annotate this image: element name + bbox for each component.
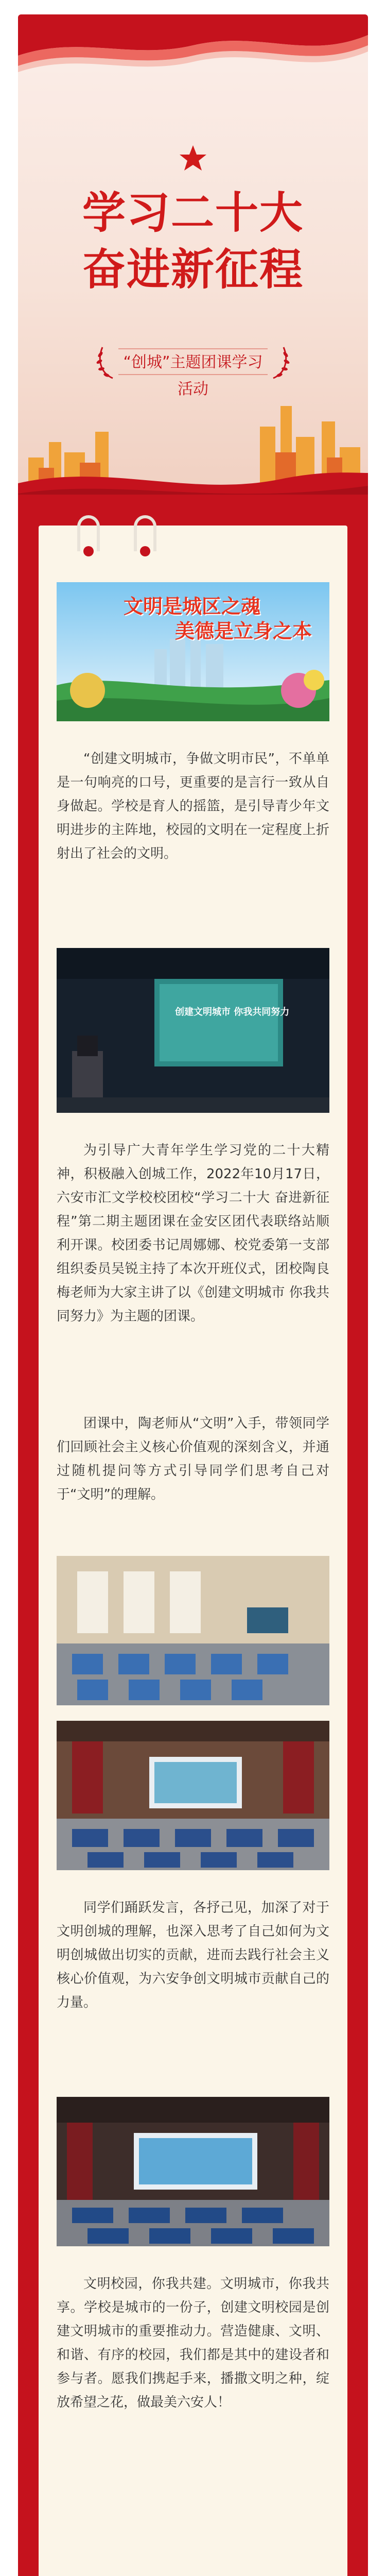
paragraph-1: “创建文明城市，争做文明市民”，不单单是一句响亮的口号，更重要的是言行一致从自身做起。学校是育人的摇篮，是引导青少年文明进步的主阵地，校园的文明在一定程度上折射出了社会的文明。 — [57, 751, 329, 861]
banner-line-1: 文明是城区之魂 — [124, 595, 261, 618]
binder-hole-right — [140, 546, 150, 556]
star-icon — [178, 143, 208, 174]
content-frame — [18, 495, 368, 2576]
stage-screen-text: 创建文明城市 你我共同努力 — [175, 1007, 290, 1018]
paragraph-2: 为引导广大青年学生学习党的二十大精神，积极融入创城工作，2022年10月17日，六安市汇文学校校团校“学习二十大 奋进新征程”第二期主题团课在金安区团代表联络站顺利开课。校团委书记周娜娜、校党委第一支部组织委员吴锐主持了本次开班仪式，团校陶良梅老师为大家主讲了以《创建文明城市 你我共同努力》为主题的团课。 — [57, 1143, 329, 1324]
page-title — [18, 184, 368, 298]
lecture-image — [57, 2097, 329, 2246]
subtitle: “创城”主题团课学习活动 — [118, 348, 268, 375]
lecture-photo — [57, 2097, 329, 2246]
laurel-right-icon — [270, 344, 291, 380]
red-ribbon-decoration — [18, 14, 368, 92]
header-poster — [18, 14, 368, 509]
title-line-2: 奋进新征程 — [82, 244, 304, 295]
banner-photo — [57, 582, 329, 721]
paragraph-3: 团课中，陶老师从“文明”入手，带领同学们回顾社会主义核心价值观的深刻含义，并通过随机提问等方式引导同学们思考自己对于“文明”的理解。 — [57, 1416, 329, 1502]
auditorium-image-1 — [57, 948, 329, 1113]
banner-line-2: 美德是立身之本 — [175, 620, 312, 642]
subtitle-block — [95, 344, 291, 398]
city-skyline-decoration — [18, 396, 368, 509]
classroom-image — [57, 1556, 329, 1705]
stage-hall-image — [57, 1721, 329, 1870]
paragraph-4: 同学们踊跃发言，各抒己见，加深了对于文明创城的理解，也深入思考了自己如何为文明创城做出切实的贡献，进而去践行社会主义核心价值观，为六安争创文明城市贡献自己的力量。 — [57, 1900, 329, 2010]
binder-hole-left — [83, 546, 94, 556]
title-line-1: 学习二十大 — [82, 188, 304, 238]
classroom-photo — [57, 1556, 329, 1705]
paragraph-5: 文明校园，你我共建。文明城市，你我共享。学校是城市的一份子，创建文明校园是创建文明城市的重要推动力。营造健康、文明、和谐、有序的校园，我们都是其中的建设者和参与者。愿我们携起手来，播撒文明之种，绽放希望之花，做最美六安人！ — [57, 2276, 329, 2410]
laurel-left-icon — [95, 344, 116, 380]
auditorium-photo-1 — [57, 948, 329, 1113]
stage-hall-photo — [57, 1721, 329, 1870]
